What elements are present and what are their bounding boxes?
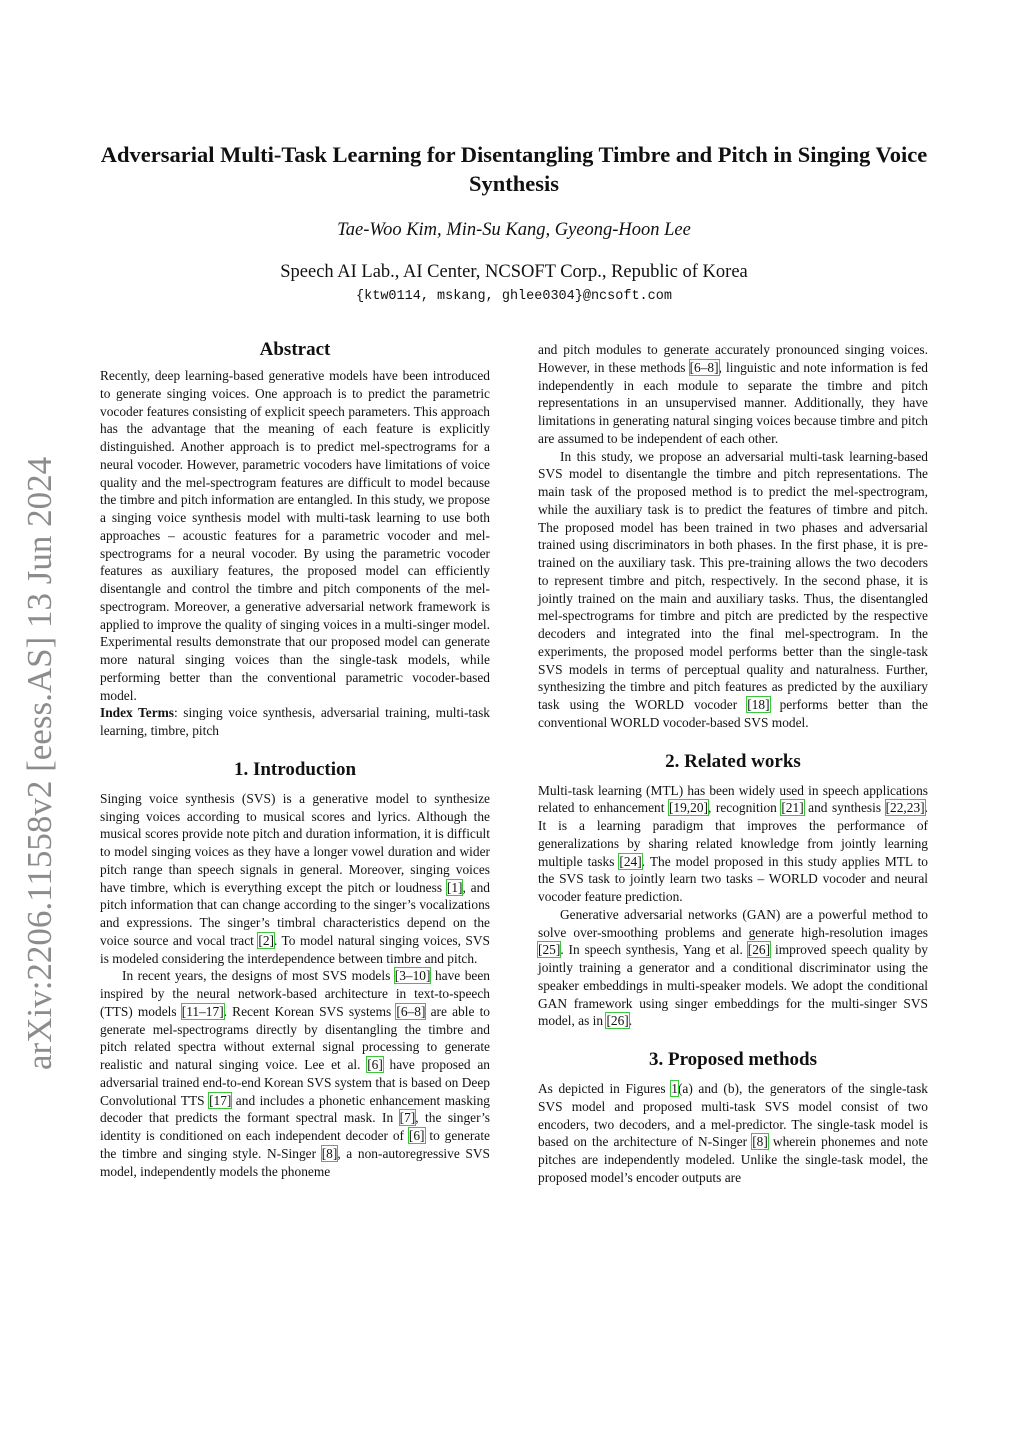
related-heading: 2. Related works	[665, 750, 801, 772]
proposed-paragraph-1	[538, 1080, 928, 1187]
citation-link[interactable]: [3–10]	[394, 968, 431, 984]
citation-link[interactable]: [1]	[446, 879, 463, 895]
citation-link[interactable]: [6]	[367, 1057, 383, 1072]
citation-link[interactable]: [25]	[538, 942, 561, 958]
right-column	[538, 341, 928, 1187]
text-run: As depicted in Figures	[538, 1081, 672, 1096]
citation-link[interactable]: [22,23]	[885, 800, 925, 816]
text-run: , the singer’s identity is conditioned on each independent decoder of	[100, 1110, 490, 1143]
right-paragraph-2	[538, 448, 928, 732]
text-run: . The model proposed in this study applies MTL to the SVS task to jointly learn two tasks – WORLD vocoder and neural vocoder feature prediction.	[538, 853, 929, 904]
text-run: to generate the timbre and singing style. N-Singer	[100, 1128, 490, 1161]
text-run: are able to generate mel-spectrograms directly by disentangling the timbre and pitch related spectra without external signal processing to generate realistic and natural singing voice. Lee et al.	[100, 1003, 490, 1072]
index-terms	[100, 704, 490, 740]
citation-link[interactable]: [7]	[399, 1110, 416, 1126]
citation-link[interactable]: [17]	[209, 1092, 232, 1108]
text-run: . In speech synthesis, Yang et al.	[560, 942, 748, 958]
intro-heading: 1. Introduction	[233, 758, 357, 780]
text-run: and synthesis	[803, 800, 886, 816]
text-run: and pitch modules to generate accurately pronounced singing voices. However, in these methods	[538, 342, 928, 375]
text-run: performs better than the conventional WORLD vocoder-based SVS model.	[538, 697, 928, 730]
citation-link[interactable]: [8]	[321, 1145, 338, 1161]
arxiv-watermark: arXiv:2206.11558v2 [eess.AS] 13 Jun 2024	[20, 456, 59, 1070]
text-run: , recognition	[708, 800, 782, 816]
index-terms-list: : singing voice synthesis, adversarial training, multi-task learning, timbre, pitch	[100, 705, 490, 738]
related-paragraph-1	[538, 782, 928, 906]
citation-link[interactable]: [26]	[606, 1013, 629, 1029]
paper-title: Adversarial Multi-Task Learning for Disentangling Timbre and Pitch in Singing Voice Synthesis	[100, 142, 928, 196]
citation-link[interactable]: [6]	[408, 1128, 425, 1143]
abstract-heading: Abstract	[259, 339, 331, 360]
paper-affiliation: Speech AI Lab., AI Center, NCSOFT Corp., Republic of Korea	[280, 262, 748, 282]
text-run: (a) and (b), the generators of the single-task SVS model and proposed multi-task SVS model consist of two encoders, two decoders, and a mel-predictor. The single-task model is based on the architecture of N-Singer	[538, 1081, 928, 1150]
citation-link[interactable]: [19,20]	[668, 800, 709, 816]
text-run: . Recent Korean SVS systems	[223, 1003, 397, 1019]
citation-link[interactable]: [26]	[747, 942, 771, 958]
citation-link[interactable]: [24]	[619, 853, 642, 869]
intro-paragraph-2	[100, 967, 490, 1180]
text-run: , a non-autoregressive SVS model, independently models the phoneme	[100, 1145, 490, 1179]
abstract-text	[100, 367, 490, 704]
citation-link[interactable]: [8]	[752, 1134, 768, 1150]
index-terms-label: Index Terms	[100, 705, 175, 721]
citation-link[interactable]: [21]	[781, 800, 804, 816]
text-run: Multi-task learning (MTL) has been widely used in speech applications related to enhancement	[538, 782, 928, 816]
left-column	[100, 338, 490, 1180]
right-paragraph-1	[538, 341, 928, 448]
intro-paragraph-1	[100, 790, 490, 968]
citation-link[interactable]: [2]	[258, 932, 274, 948]
text-run: In recent years, the designs of most SVS models	[122, 968, 395, 984]
citation-link[interactable]: [6–8]	[396, 1003, 426, 1019]
text-run: .	[628, 1013, 633, 1029]
text-run: , linguistic and note information is fed independently in each module to separate the timbre and pitch representations in an unsupervised manner. Additionally, they have limitations in generating natural singing voices because timbre and pitch are assumed to be independent of each other.	[538, 359, 928, 446]
text-run: improved speech quality by jointly training a generator and a conditional discriminator using the speaker embeddings in multi-speaker models. We adopt the conditional GAN framework using singer embeddings for the multi-singer SVS model, as in	[538, 942, 928, 1029]
text-run: have proposed an adversarial trained end-to-end Korean SVS system that is based on Deep Convolutional TTS	[100, 1057, 490, 1108]
text-run: have been inspired by the neural network-based architecture in text-to-speech (TTS) models	[100, 968, 490, 1019]
text-run: In this study, we propose an adversarial multi-task learning-based SVS model to disentangle the timbre and pitch representations. The main task of the proposed method is to predict the mel-spectrogram, while the auxiliary task is to predict the features of timbre and pitch. The proposed model has been trained in two phases and adversarial trained using discriminators in both phases. In the first phase, it is pre-trained on the auxiliary task. This pre-training allows the two decoders to represent timbre and pitch, respectively. In the second phase, it is jointly trained on the main and auxiliary tasks. Thus, the disentangled mel-spectrograms for timbre and pitch are predicted by the respective decoders and integrated into the final mel-spectrogram. In the experiments, the proposed model performs better than the single-task SVS models in terms of perceptual quality and naturalness. Further, synthesizing the timbre and pitch features as predicted by the auxiliary task using the WORLD vocoder	[538, 448, 928, 712]
proposed-heading: 3. Proposed methods	[648, 1049, 818, 1070]
citation-link[interactable]: [18]	[747, 697, 770, 712]
text-run: Singing voice synthesis (SVS) is a generative model to synthesize singing voices according to musical scores and lyrics. Although the musical scores provide note pitch and duration information, it is difficult to model singing voices as they have a longer vowel duration and wider pitch range than speech signals in general. Moreover, singing voices have timbre, which is everything except the pitch or loudness	[100, 790, 490, 895]
text-run: . It is a learning paradigm that improves the performance of generalizations by sharing related knowledge from jointly learning multiple tasks	[538, 800, 928, 869]
text-run: . To model natural singing voices, SVS is modeled considering the interdependence between timbre and pitch.	[100, 932, 490, 966]
text-run: Generative adversarial networks (GAN) are a powerful method to solve over-smoothing problems and generate high-resolution images	[538, 906, 928, 940]
citation-link[interactable]: [11–17]	[181, 1003, 224, 1019]
text-run: and includes a phonetic enhancement masking decoder that predicts the formant spectral mask. In	[100, 1092, 490, 1126]
citation-link[interactable]: [6–8]	[689, 359, 719, 375]
paper-authors: Tae-Woo Kim, Min-Su Kang, Gyeong-Hoon Lee	[337, 220, 691, 240]
paper-email: {ktw0114, mskang, ghlee0304}@ncsoft.com	[356, 289, 672, 304]
text-run: , and pitch information that can change according to the singer’s vocalizations and expressions. The singer’s timbral characteristics depend on the voice source and vocal tract	[100, 879, 490, 948]
text-run: wherein phonemes and note pitches are independently modeled. Unlike the single-task model, the proposed model’s encoder outputs are	[538, 1134, 928, 1185]
figure-link[interactable]: 1	[671, 1081, 678, 1096]
related-paragraph-2	[538, 906, 928, 1030]
abstract-body: Recently, deep learning-based generative models have been introduced to generate singing voices. One approach is to predict the parametric vocoder features consisting of explicit speech parameters. This approach has the advantage that the meaning of each feature is explicitly distinguished. Another approach is to predict mel-spectrograms for a neural vocoder. However, parametric vocoders have limitations of voice quality and the mel-spectrogram features are difficult to model because the timbre and pitch information are entangled. In this study, we propose a singing voice synthesis model with multi-task learning to use both approaches – acoustic features for a parametric vocoder and mel-spectrograms for a neural vocoder. By using the parametric vocoder features as auxiliary features, the proposed model can efficiently disentangle and control the timbre and pitch components of the mel-spectrogram. Moreover, a generative adversarial network framework is applied to improve the quality of singing voices in a multi-singer model. Experimental results demonstrate that our proposed model can generate more natural singing voices than the single-task models, while performing better than the conventional parametric vocoder-based model.	[100, 368, 490, 703]
